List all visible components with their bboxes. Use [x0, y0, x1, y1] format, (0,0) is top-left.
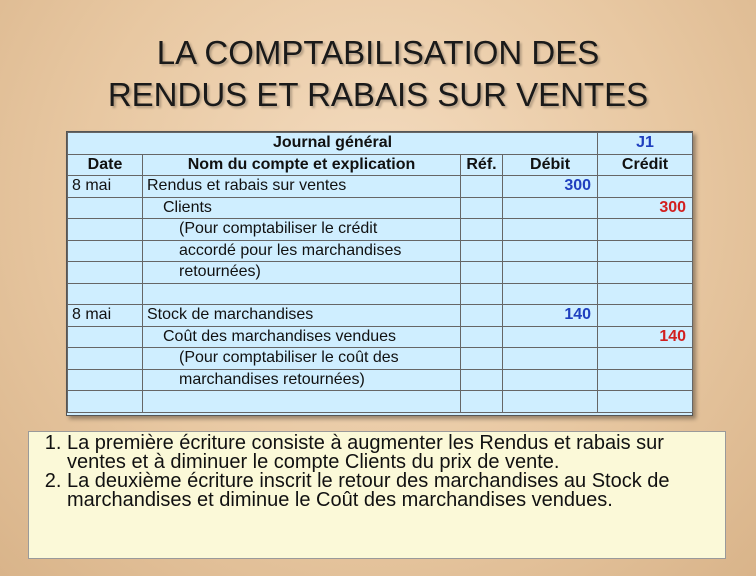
- cell-debit: [503, 391, 598, 413]
- note-item: 1. La première écriture consiste à augmenter les Rendus et rabais sur ventes et à diminuer le compte Clients du prix de vente.: [67, 434, 717, 472]
- cell-ref: [461, 197, 503, 219]
- journal-row: [68, 369, 693, 391]
- cell-date: [68, 219, 143, 241]
- cell-credit: [598, 283, 693, 305]
- cell-account: Coût des marchandises vendues: [143, 326, 461, 348]
- cell-account: accordé pour les marchandises: [143, 240, 461, 262]
- slide-title-line-1: LA COMPTABILISATION DES: [156, 34, 600, 71]
- cell-account: [143, 283, 461, 305]
- cell-date: [68, 283, 143, 305]
- cell-debit: [503, 369, 598, 391]
- cell-account: [143, 391, 461, 413]
- cell-account: Clients: [143, 197, 461, 219]
- journal-heading-row: [68, 133, 693, 155]
- journal-row: [68, 176, 693, 198]
- journal-table: [67, 132, 693, 413]
- journal-row: [68, 262, 693, 284]
- cell-debit: [503, 240, 598, 262]
- cell-date: [68, 197, 143, 219]
- cell-ref: [461, 369, 503, 391]
- cell-account: retournées): [143, 262, 461, 284]
- cell-ref: [461, 326, 503, 348]
- journal-row: [68, 348, 693, 370]
- cell-credit: [598, 391, 693, 413]
- notes-list: [37, 434, 717, 510]
- slide-title-line-2: RENDUS ET RABAIS SUR VENTES: [107, 76, 649, 113]
- cell-date: [68, 326, 143, 348]
- cell-debit: [503, 348, 598, 370]
- column-header-debit: Débit: [503, 154, 598, 176]
- cell-ref: [461, 305, 503, 327]
- journal-row: [68, 305, 693, 327]
- cell-ref: [461, 176, 503, 198]
- cell-account: marchandises retournées): [143, 369, 461, 391]
- cell-debit: [503, 262, 598, 284]
- explanation-notes: [28, 431, 726, 559]
- cell-credit: 140: [598, 326, 693, 348]
- journal-row: [68, 197, 693, 219]
- cell-ref: [461, 262, 503, 284]
- cell-credit: [598, 369, 693, 391]
- cell-credit: 300: [598, 197, 693, 219]
- column-header-row: [68, 154, 693, 176]
- cell-debit: [503, 197, 598, 219]
- cell-date: 8 mai: [68, 305, 143, 327]
- cell-date: [68, 262, 143, 284]
- cell-ref: [461, 348, 503, 370]
- cell-credit: [598, 219, 693, 241]
- cell-debit: [503, 219, 598, 241]
- journal-row: [68, 326, 693, 348]
- column-header-date: Date: [68, 154, 143, 176]
- cell-credit: [598, 240, 693, 262]
- cell-credit: [598, 176, 693, 198]
- cell-credit: [598, 262, 693, 284]
- slide-title: [0, 32, 756, 116]
- cell-credit: [598, 348, 693, 370]
- column-header-ref: Réf.: [461, 154, 503, 176]
- cell-date: [68, 391, 143, 413]
- cell-ref: [461, 283, 503, 305]
- general-journal: [66, 131, 693, 416]
- cell-debit: [503, 283, 598, 305]
- cell-date: [68, 240, 143, 262]
- column-header-account: Nom du compte et explication: [143, 154, 461, 176]
- note-item: 2. La deuxième écriture inscrit le retour des marchandises au Stock de marchandises et diminue le Coût des marchandises vendues.: [67, 472, 717, 510]
- journal-row: [68, 240, 693, 262]
- cell-account: Rendus et rabais sur ventes: [143, 176, 461, 198]
- column-header-credit: Crédit: [598, 154, 693, 176]
- journal-row: [68, 283, 693, 305]
- cell-account: Stock de marchandises: [143, 305, 461, 327]
- cell-date: [68, 348, 143, 370]
- cell-debit: 300: [503, 176, 598, 198]
- cell-date: 8 mai: [68, 176, 143, 198]
- cell-ref: [461, 391, 503, 413]
- journal-page-number: J1: [598, 133, 693, 155]
- cell-ref: [461, 219, 503, 241]
- journal-row: [68, 219, 693, 241]
- journal-body: [68, 176, 693, 413]
- cell-account: (Pour comptabiliser le coût des: [143, 348, 461, 370]
- journal-row: [68, 391, 693, 413]
- cell-debit: [503, 326, 598, 348]
- cell-date: [68, 369, 143, 391]
- journal-heading: Journal général: [68, 133, 598, 155]
- cell-credit: [598, 305, 693, 327]
- cell-ref: [461, 240, 503, 262]
- cell-debit: 140: [503, 305, 598, 327]
- cell-account: (Pour comptabiliser le crédit: [143, 219, 461, 241]
